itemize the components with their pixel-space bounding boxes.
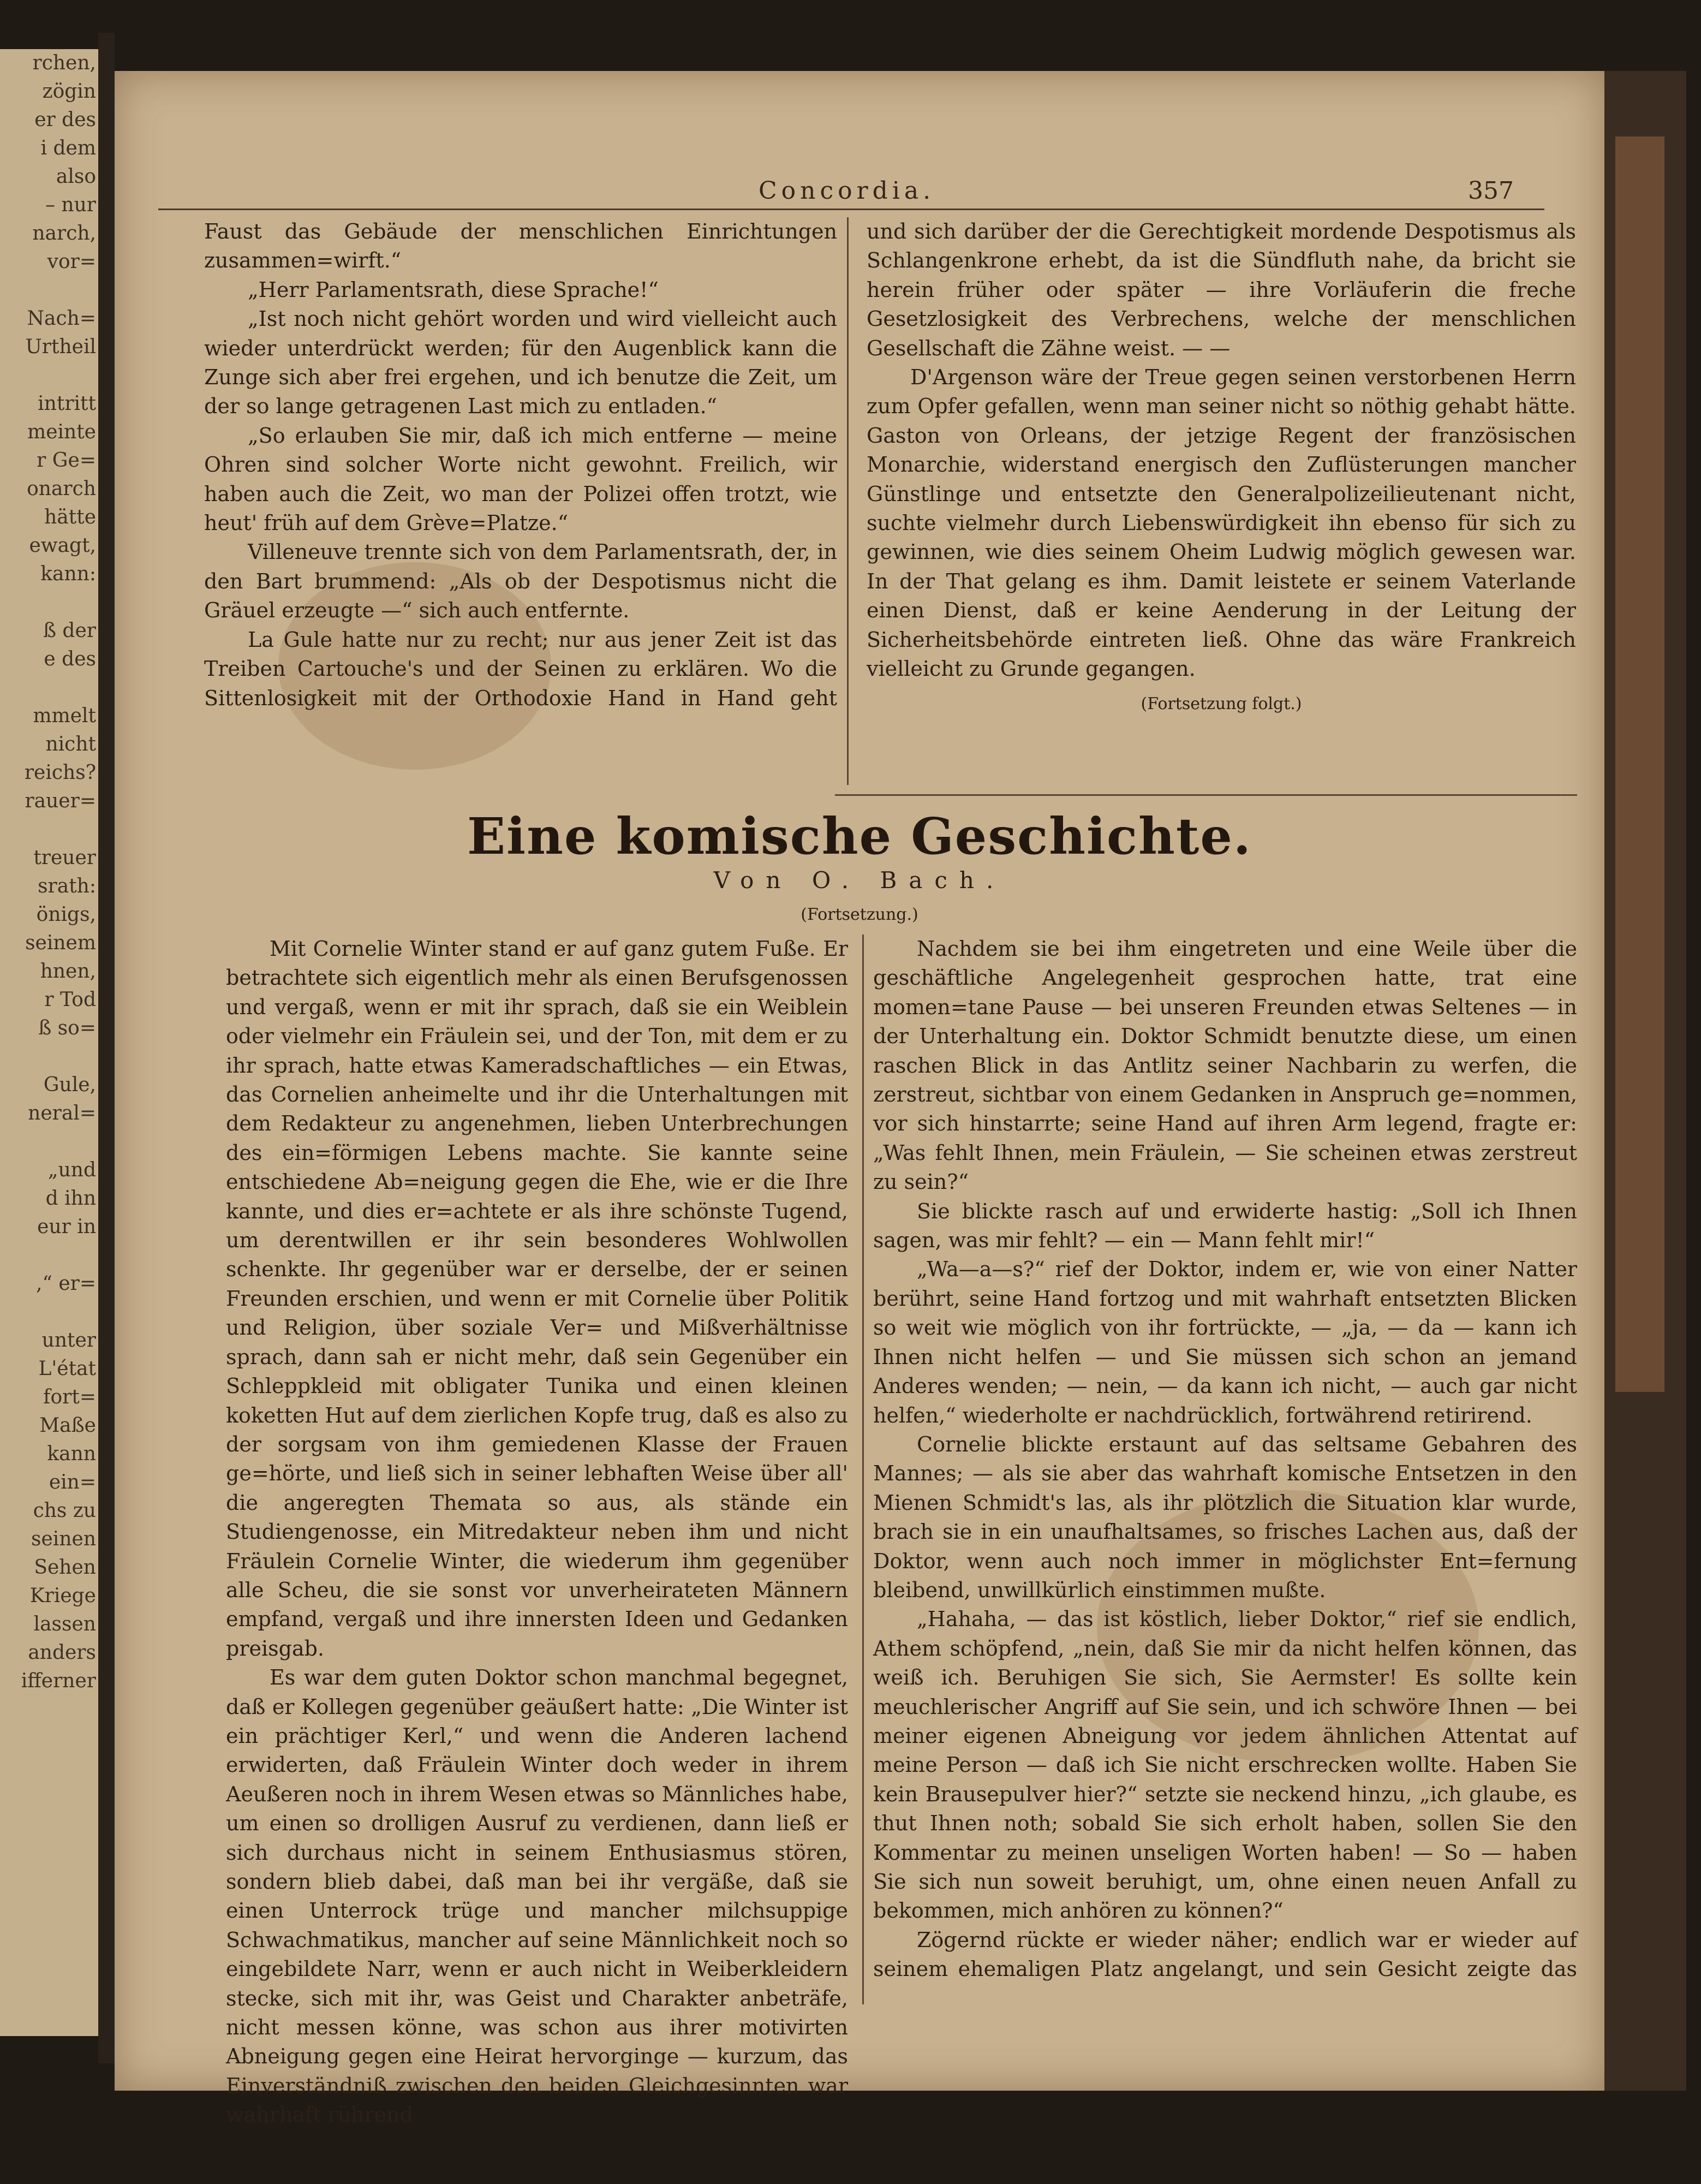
facing-page-fragment <box>0 49 104 2036</box>
facing-page-text-fragment: anders <box>28 1641 96 1664</box>
facing-page-text-fragment: Gule, <box>43 1074 96 1096</box>
newspaper-page <box>115 71 1604 2127</box>
facing-page-text-fragment: reichs? <box>24 761 96 784</box>
facing-page-text-fragment: meinte <box>27 421 96 443</box>
paragraph: „So erlauben Sie mir, daß ich mich entferne — meine Ohren sind solcher Worte nicht gewohnt. Freilich, wir haben auch die Zeit, wo man der Polizei offen trotzt, wie heut' früh auf dem Grève=Platze.“ <box>204 423 837 535</box>
facing-page-text-fragment: also <box>56 165 96 188</box>
facing-page-text-fragment: Nach= <box>27 307 96 330</box>
facing-page-text-fragment: er des <box>34 109 96 131</box>
paragraph: La Gule hatte nur zu recht; nur aus jener Zeit ist das Treiben Cartouche's und der Seinen zu erklären. Wo die Sittenlosigkeit mit der Orthodoxie Hand in Hand geht <box>204 627 837 710</box>
facing-page-text-fragment: neral= <box>28 1102 96 1124</box>
facing-page-text-fragment: hnen, <box>40 960 96 983</box>
paragraph: Cornelie blickte erstaunt auf das seltsame Gebahren des Mannes; — als sie aber das wahrhaft komische Entsetzen in den Mienen Schmidt's las, als ihr plötzlich die Situation klar wurde, brach sie in ein unaufhaltsames, so frisches Lachen aus, daß der Doktor, wenn auch noch immer in möglichster Ent=fernung bleibend, unwillkürlich einstimmen mußte. <box>873 1432 1577 1602</box>
facing-page-text-fragment <box>0 674 104 702</box>
facing-page-text-fragment: narch, <box>32 222 96 245</box>
paragraph: und sich darüber der die Gerechtigkeit mordende Despotismus als Schlangenkrone erhebt, da ist die Sündfluth nahe, da bricht sie herein früher oder später — ihre Vorläuferin die freche Gesetzlosigkeit des Verbrechens, welche der menschlichen Gesellschaft die Zähne weist. — — <box>867 219 1576 360</box>
book-binding-edge <box>1604 71 1686 2091</box>
column-divider <box>862 935 864 2004</box>
facing-page-text-fragment: zögin <box>42 80 96 103</box>
story-continuation-note: (Fortsetzung.) <box>801 905 918 924</box>
paragraph: Es war dem guten Doktor schon manchmal begegnet, daß er Kollegen gegenüber geäußert hatte: „Die Winter ist ein prächtiger Kerl,“ und wenn die Anderen lachend erwiderten, daß Fräulein Winter doch weder in ihrem Aeußeren noch in ihrem Wesen etwas so Männliches habe, um einen so drolligen Ausruf zu verdienen, dann ließ er sich durchaus nicht in seinem Enthusiasmus stören, sondern blieb dabei, daß man bei ihr vergäße, daß sie einen Unterrock trüge und mancher milchsuppige Schwachmatikus, mancher auf seine Männlichkeit noch so eingebildete Narr, wenn er auch nicht in Weiberkleidern stecke, sich mit ihr, was Geist und Charakter anbeträfe, nicht messen könne, was schon aus ihrer motivirten Abneigung gegen eine Heirat hervorginge — kurzum, das Einverständniß zwischen den beiden Gleichgesinnten war wahrhaft rührend <box>226 1665 848 2127</box>
facing-page-text-fragment: eur in <box>37 1216 96 1238</box>
paragraph: Zögernd rückte er wieder näher; endlich war er wieder auf seinem ehemaligen Platz angelangt, und sein Gesicht zeigte das <box>873 1927 1577 1981</box>
facing-page-text-fragment: ,“ er= <box>36 1272 96 1295</box>
facing-page-text-fragment: ß der <box>43 620 96 642</box>
facing-page-text-fragment: r Ge= <box>37 449 96 472</box>
story-title: Eine komische Geschichte. <box>467 807 1252 866</box>
facing-page-text-fragment: seinen <box>31 1528 96 1550</box>
facing-page-text-fragment: seinem <box>25 932 96 954</box>
header-rule <box>158 209 1544 210</box>
running-head <box>115 177 1604 210</box>
paragraph: Mit Cornelie Winter stand er auf ganz gutem Fuße. Er betrachtete sich eigentlich mehr als einen Berufsgenossen und vergaß, wenn er mit ihr sprach, daß sie ein Weiblein oder vielmehr ein Fräulein sei, und der Ton, mit dem er zu ihr sprach, hatte etwas Kameradschaftliches — ein Etwas, das Cornelien anheimelte und ihr die Unterhaltungen mit dem Redakteur zu angenehmen, lieben Unterbrechungen des ein=förmigen Lebens machte. Sie kannte seine entschiedene Ab=neigung gegen die Ehe, wie er die Ihre kannte, und dies er=achtete er als ihre schönste Tugend, um derentwillen er ihr sein besonderes Wohlwollen schenkte. Ihr gegenüber war er derselbe, der er seinen Freunden erschien, und wenn er mit Cornelie über Politik und Religion, über soziale Ver= und Mißverhältnisse sprach, dann sah er nicht mehr, daß sein Gegenüber ein Schleppkleid mit obligater Tunika und einen kleinen koketten Hut auf dem zierlichen Kopfe trug, daß es also zu der sorgsam von ihm gemiedenen Klasse der Frauen ge=hörte, und ließ sich in seiner lebhaften Weise über all' die angeregten Themata so aus, als stände ein Studiengenosse, ein Mitredakteur neben ihm und nicht Fräulein Cornelie Winter, die wiederum ihm gegenüber alle Scheu, die sie sonst vor unverheirateten Männern empfand, vergaß und ihre innersten Ideen und Gedanken preisgab. <box>226 937 848 1661</box>
top-left-column <box>204 217 837 713</box>
facing-page-text-fragment: treuer <box>33 847 96 869</box>
facing-page-text-fragment: ß so= <box>38 1017 96 1039</box>
paragraph: Faust das Gebäude der menschlichen Einrichtungen zusammen=wirft.“ <box>204 219 837 273</box>
paragraph: D'Argenson wäre der Treue gegen seinen verstorbenen Herrn zum Opfer gefallen, wenn man seiner nicht so nöthig gehabt hätte. Gaston von Orleans, der jetzige Regent der französischen Monarchie, widerstand energisch den Zuflüsterungen mancher Günstlinge und entsetzte den Generalpolizeilieutenant nicht, suchte vielmehr durch Liebenswürdigkeit ihn ebenso für sich zu gewinnen, wie dies seinem Oheim Ludwig möglich gewesen war. In der That gelang es ihm. Damit leistete er seinem Vaterlande einen Dienst, daß er keine Aenderung in der Leitung der Sicherheitsbehörde eintreten ließ. Ohne das wäre Frankreich vielleicht zu Grunde gegangen. <box>867 365 1576 681</box>
facing-page-text-fragment <box>0 1298 104 1326</box>
facing-page-text-fragment <box>0 816 104 844</box>
facing-page-text-fragment: Sehen <box>34 1556 96 1579</box>
facing-page-text-fragment: kann <box>47 1443 96 1465</box>
binding-tear <box>1615 136 1664 1392</box>
facing-page-text-fragment: rauer= <box>25 790 96 812</box>
facing-page-text-fragment: ifferner <box>21 1670 96 1692</box>
facing-page-text-fragment <box>0 361 104 390</box>
paragraph: Villeneuve trennte sich von dem Parlamentsrath, der, in den Bart brummend: „Als ob der Despotismus nicht die Gräuel erzeugte —“ sich auch entfernte. <box>204 540 837 623</box>
facing-page-text-fragment <box>0 1241 104 1270</box>
facing-page-text-fragment: onarch <box>27 478 96 500</box>
facing-page-text-fragment: ewagt, <box>29 534 96 557</box>
facing-page-text-fragment: nicht <box>45 733 96 755</box>
paragraph: „Herr Parlamentsrath, diese Sprache!“ <box>248 277 659 302</box>
facing-page-text-fragment: r Tod <box>44 989 96 1011</box>
facing-page-text-fragment: Maße <box>39 1414 96 1437</box>
facing-page-text-fragment: hätte <box>44 506 96 528</box>
column-divider <box>847 217 849 785</box>
facing-page-text-fragment <box>0 1128 104 1156</box>
facing-page-text-fragment: lassen <box>33 1613 96 1635</box>
facing-page-text-fragment: rchen, <box>32 52 96 74</box>
facing-page-text-fragment: fort= <box>43 1386 96 1408</box>
paragraph: Sie blickte rasch auf und erwiderte hastig: „Soll ich Ihnen sagen, was mir fehlt? — ein — Mann fehlt mir!“ <box>873 1199 1577 1253</box>
facing-page-text-fragment <box>0 276 104 305</box>
facing-page-text-fragment: L'état <box>38 1358 96 1380</box>
facing-page-text-fragment: önigs, <box>36 903 96 926</box>
facing-page-text-fragment: e des <box>44 648 96 670</box>
facing-page-text-fragment: Kriege <box>29 1585 96 1607</box>
facing-page-text-fragment: unter <box>41 1329 96 1352</box>
paragraph: „Wa—a—s?“ rief der Doktor, indem er, wie von einer Natter berührt, seine Hand fortzog und mit wahrhaft entsetzten Blicken so weit wie möglich von ihr fortrückte, — „ja, — da — kann ich Ihnen nicht helfen — und Sie müssen sich schon an jemand Anderes wenden; — nein, — da kann ich nicht, — auch gar nicht helfen,“ wiederholte er nachdrücklich, fortwährend retirirend. <box>873 1257 1577 1427</box>
continuation-note: (Fortsetzung folgt.) <box>1141 694 1302 713</box>
facing-page-text-fragment: i dem <box>40 137 96 159</box>
running-head-title: Concordia. <box>759 177 935 205</box>
paragraph: Nachdem sie bei ihm eingetreten und eine Weile über die geschäftliche Angelegenheit gesprochen hatte, trat eine momen=tane Pause — bei unseren Freunden etwas Seltenes — in der Unterhaltung ein. Doktor Schmidt benutzte diese, um einen raschen Blick in das Antlitz seiner Nachbarin zu werfen, die zerstreut, sichtbar von einem Gedanken in Anspruch ge=nommen, vor sich hinstarrte; seine Hand auf ihren Arm legend, fragte er: „Was fehlt Ihnen, mein Fräulein, — Sie scheinen etwas zerstreut zu sein?“ <box>873 937 1577 1194</box>
bottom-left-column <box>226 935 848 2130</box>
facing-page-text-fragment: „und <box>47 1159 96 1181</box>
facing-page-text-fragment: ein= <box>49 1471 96 1493</box>
bottom-right-column <box>873 935 1577 1984</box>
book-gutter <box>98 33 115 2063</box>
facing-page-text-fragment: – nur <box>45 194 96 216</box>
paragraph: „Ist noch nicht gehört worden und wird vielleicht auch wieder unterdrückt werden; für den Augenblick kann die Zunge sich aber frei ergehen, und ich benutze die Zeit, um der so lange getragenen Last mich zu entladen.“ <box>204 307 837 419</box>
facing-page-text-fragment <box>0 1043 104 1071</box>
facing-page-text-fragment: chs zu <box>33 1499 96 1522</box>
facing-page-text-fragment: vor= <box>47 251 96 273</box>
facing-page-text-fragment: d ihn <box>45 1187 96 1210</box>
facing-page-text-fragment: srath: <box>38 875 96 897</box>
facing-page-text-fragment: kann: <box>40 563 96 585</box>
section-rule <box>835 794 1577 796</box>
top-right-column <box>867 217 1576 718</box>
facing-page-text-fragment: intritt <box>38 392 96 415</box>
facing-page-text-fragment <box>0 588 104 617</box>
story-author: Von O. Bach. <box>713 867 1006 894</box>
page-number: 357 <box>1468 177 1514 205</box>
paragraph: „Hahaha, — das ist köstlich, lieber Doktor,“ rief sie endlich, Athem schöpfend, „nein, daß Sie mir da nicht helfen können, das weiß ich. Beruhigen Sie sich, Sie Aermster! Es sollte kein meuchlerischer Angriff auf Sie sein, und ich schwöre Ihnen — bei meiner eigenen Abneigung vor jedem ähnlichen Attentat auf meine Person — daß ich Sie nicht erschrecken wollte. Haben Sie kein Brausepulver hier?“ setzte sie neckend hinzu, „ich glaube, es thut Ihnen noth; sobald Sie sich erholt haben, sollen Sie den Kommentar zu meinen unseligen Worten haben! — So — haben Sie sich nun soweit beruhigt, um, ohne einen neuen Anfall zu bekommen, mich anhören zu können?“ <box>873 1607 1577 1923</box>
facing-page-text-fragment: mmelt <box>33 705 96 727</box>
facing-page-text-fragment: Urtheil <box>25 336 96 358</box>
